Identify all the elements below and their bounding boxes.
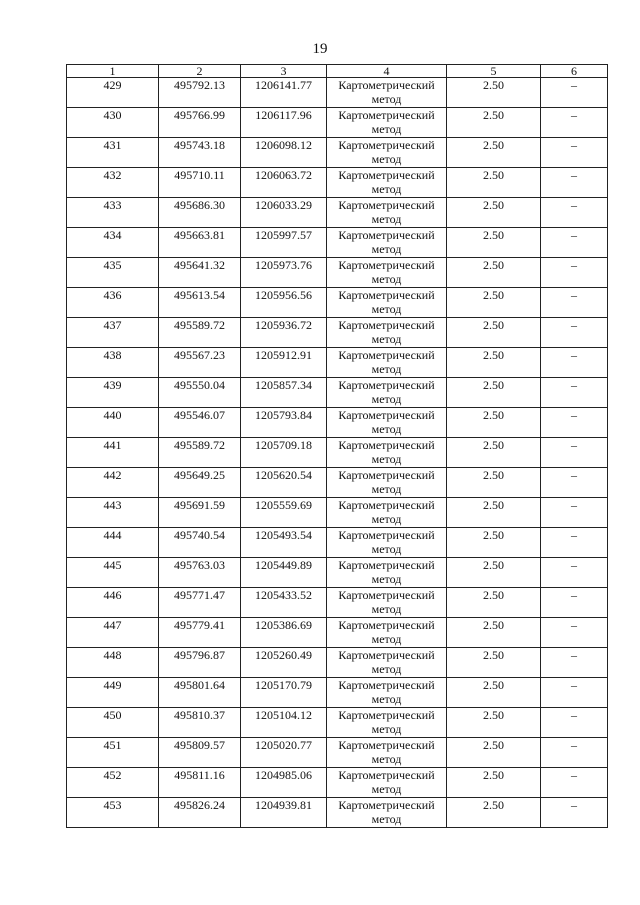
description-cell: –	[541, 228, 608, 258]
table-header	[67, 65, 608, 78]
y-coordinate-cell: 1205620.54	[241, 468, 327, 498]
method-cell	[327, 798, 447, 828]
table-row	[67, 108, 608, 138]
x-coordinate-cell: 495663.81	[159, 228, 241, 258]
point-number-cell: 451	[67, 738, 159, 768]
description-cell: –	[541, 138, 608, 168]
method-cell	[327, 618, 447, 648]
x-coordinate-cell: 495771.47	[159, 588, 241, 618]
accuracy-cell: 2.50	[447, 438, 541, 468]
table-row	[67, 678, 608, 708]
y-coordinate-cell: 1205170.79	[241, 678, 327, 708]
method-text-line-2: метод	[371, 722, 402, 736]
description-cell: –	[541, 768, 608, 798]
point-number-cell: 452	[67, 768, 159, 798]
method-text-line-1: Картометрический	[338, 318, 435, 332]
method-cell	[327, 348, 447, 378]
description-cell: –	[541, 318, 608, 348]
y-coordinate-cell: 1205973.76	[241, 258, 327, 288]
y-coordinate-cell: 1205956.56	[241, 288, 327, 318]
y-coordinate-cell: 1205559.69	[241, 498, 327, 528]
accuracy-cell: 2.50	[447, 108, 541, 138]
table-row	[67, 618, 608, 648]
description-cell: –	[541, 498, 608, 528]
table-row	[67, 768, 608, 798]
x-coordinate-cell: 495796.87	[159, 648, 241, 678]
accuracy-cell: 2.50	[447, 228, 541, 258]
table-row	[67, 498, 608, 528]
method-text-line-1: Картометрический	[338, 768, 435, 782]
y-coordinate-cell: 1205433.52	[241, 588, 327, 618]
x-coordinate-cell: 495740.54	[159, 528, 241, 558]
method-text-line-1: Картометрический	[338, 78, 435, 92]
point-number-cell: 437	[67, 318, 159, 348]
y-coordinate-cell: 1205260.49	[241, 648, 327, 678]
description-cell: –	[541, 198, 608, 228]
method-cell	[327, 108, 447, 138]
method-cell	[327, 408, 447, 438]
method-text-line-2: метод	[371, 182, 402, 196]
x-coordinate-cell: 495766.99	[159, 108, 241, 138]
accuracy-cell: 2.50	[447, 348, 541, 378]
method-text-line-1: Картометрический	[338, 528, 435, 542]
accuracy-cell: 2.50	[447, 468, 541, 498]
method-cell	[327, 288, 447, 318]
description-cell: –	[541, 468, 608, 498]
table-row	[67, 588, 608, 618]
x-coordinate-cell: 495691.59	[159, 498, 241, 528]
y-coordinate-cell: 1205709.18	[241, 438, 327, 468]
method-cell	[327, 168, 447, 198]
y-coordinate-cell: 1205997.57	[241, 228, 327, 258]
table-row	[67, 288, 608, 318]
method-text-line-1: Картометрический	[338, 738, 435, 752]
description-cell: –	[541, 378, 608, 408]
accuracy-cell: 2.50	[447, 78, 541, 108]
y-coordinate-cell: 1205386.69	[241, 618, 327, 648]
table-row	[67, 738, 608, 768]
x-coordinate-cell: 495613.54	[159, 288, 241, 318]
table-row	[67, 138, 608, 168]
x-coordinate-cell: 495809.57	[159, 738, 241, 768]
point-number-cell: 448	[67, 648, 159, 678]
method-text-line-1: Картометрический	[338, 258, 435, 272]
method-cell	[327, 498, 447, 528]
x-coordinate-cell: 495810.37	[159, 708, 241, 738]
method-text-line-2: метод	[371, 242, 402, 256]
coordinates-table	[66, 64, 608, 828]
method-text-line-2: метод	[371, 692, 402, 706]
x-coordinate-cell: 495763.03	[159, 558, 241, 588]
method-text-line-2: метод	[371, 362, 402, 376]
accuracy-cell: 2.50	[447, 708, 541, 738]
method-cell	[327, 768, 447, 798]
table-row	[67, 648, 608, 678]
method-text-line-2: метод	[371, 392, 402, 406]
method-text-line-1: Картометрический	[338, 348, 435, 362]
point-number-cell: 446	[67, 588, 159, 618]
table-row	[67, 408, 608, 438]
description-cell: –	[541, 528, 608, 558]
x-coordinate-cell: 495686.30	[159, 198, 241, 228]
method-cell	[327, 138, 447, 168]
method-text-line-2: метод	[371, 332, 402, 346]
x-coordinate-cell: 495649.25	[159, 468, 241, 498]
method-text-line-1: Картометрический	[338, 678, 435, 692]
table-row	[67, 228, 608, 258]
description-cell: –	[541, 288, 608, 318]
method-text-line-1: Картометрический	[338, 558, 435, 572]
x-coordinate-cell: 495589.72	[159, 318, 241, 348]
method-cell	[327, 228, 447, 258]
method-cell	[327, 678, 447, 708]
table-row	[67, 438, 608, 468]
method-text-line-1: Картометрический	[338, 708, 435, 722]
accuracy-cell: 2.50	[447, 768, 541, 798]
method-text-line-1: Картометрический	[338, 798, 435, 812]
method-text-line-2: метод	[371, 602, 402, 616]
point-number-cell: 430	[67, 108, 159, 138]
method-cell	[327, 528, 447, 558]
x-coordinate-cell: 495792.13	[159, 78, 241, 108]
accuracy-cell: 2.50	[447, 528, 541, 558]
method-text-line-2: метод	[371, 662, 402, 676]
y-coordinate-cell: 1205020.77	[241, 738, 327, 768]
accuracy-cell: 2.50	[447, 288, 541, 318]
y-coordinate-cell: 1205912.91	[241, 348, 327, 378]
point-number-cell: 435	[67, 258, 159, 288]
method-text-line-2: метод	[371, 302, 402, 316]
description-cell: –	[541, 738, 608, 768]
method-text-line-1: Картометрический	[338, 438, 435, 452]
x-coordinate-cell: 495550.04	[159, 378, 241, 408]
table-row	[67, 258, 608, 288]
accuracy-cell: 2.50	[447, 648, 541, 678]
method-cell	[327, 648, 447, 678]
description-cell: –	[541, 168, 608, 198]
method-text-line-2: метод	[371, 452, 402, 466]
description-cell: –	[541, 558, 608, 588]
x-coordinate-cell: 495811.16	[159, 768, 241, 798]
accuracy-cell: 2.50	[447, 138, 541, 168]
method-cell	[327, 318, 447, 348]
accuracy-cell: 2.50	[447, 378, 541, 408]
method-cell	[327, 438, 447, 468]
method-text-line-2: метод	[371, 572, 402, 586]
method-text-line-1: Картометрический	[338, 288, 435, 302]
header-cell-method: 4	[327, 65, 447, 78]
method-text-line-1: Картометрический	[338, 108, 435, 122]
description-cell: –	[541, 618, 608, 648]
x-coordinate-cell: 495589.72	[159, 438, 241, 468]
method-text-line-1: Картометрический	[338, 618, 435, 632]
method-text-line-1: Картометрический	[338, 168, 435, 182]
point-number-cell: 434	[67, 228, 159, 258]
point-number-cell: 449	[67, 678, 159, 708]
table-row	[67, 378, 608, 408]
table-body	[67, 78, 608, 828]
method-text-line-1: Картометрический	[338, 138, 435, 152]
y-coordinate-cell: 1205493.54	[241, 528, 327, 558]
accuracy-cell: 2.50	[447, 738, 541, 768]
point-number-cell: 432	[67, 168, 159, 198]
table-row	[67, 78, 608, 108]
method-text-line-2: метод	[371, 542, 402, 556]
method-text-line-1: Картометрический	[338, 588, 435, 602]
point-number-cell: 450	[67, 708, 159, 738]
method-text-line-1: Картометрический	[338, 648, 435, 662]
method-cell	[327, 258, 447, 288]
header-cell-x: 2	[159, 65, 241, 78]
method-cell	[327, 588, 447, 618]
method-cell	[327, 558, 447, 588]
description-cell: –	[541, 708, 608, 738]
accuracy-cell: 2.50	[447, 558, 541, 588]
method-cell	[327, 198, 447, 228]
point-number-cell: 429	[67, 78, 159, 108]
point-number-cell: 443	[67, 498, 159, 528]
header-cell-accuracy: 5	[447, 65, 541, 78]
y-coordinate-cell: 1205449.89	[241, 558, 327, 588]
x-coordinate-cell: 495779.41	[159, 618, 241, 648]
accuracy-cell: 2.50	[447, 498, 541, 528]
x-coordinate-cell: 495567.23	[159, 348, 241, 378]
method-cell	[327, 468, 447, 498]
accuracy-cell: 2.50	[447, 198, 541, 228]
description-cell: –	[541, 678, 608, 708]
x-coordinate-cell: 495710.11	[159, 168, 241, 198]
method-text-line-2: метод	[371, 752, 402, 766]
table-row	[67, 468, 608, 498]
page-number: 19	[312, 41, 328, 57]
method-text-line-2: метод	[371, 122, 402, 136]
header-cell-y: 3	[241, 65, 327, 78]
point-number-cell: 444	[67, 528, 159, 558]
point-number-cell: 442	[67, 468, 159, 498]
description-cell: –	[541, 798, 608, 828]
method-text-line-2: метод	[371, 632, 402, 646]
method-text-line-2: метод	[371, 212, 402, 226]
description-cell: –	[541, 438, 608, 468]
method-text-line-1: Картометрический	[338, 468, 435, 482]
accuracy-cell: 2.50	[447, 168, 541, 198]
point-number-cell: 453	[67, 798, 159, 828]
x-coordinate-cell: 495743.18	[159, 138, 241, 168]
point-number-cell: 439	[67, 378, 159, 408]
x-coordinate-cell: 495546.07	[159, 408, 241, 438]
y-coordinate-cell: 1205857.34	[241, 378, 327, 408]
accuracy-cell: 2.50	[447, 318, 541, 348]
method-text-line-2: метод	[371, 272, 402, 286]
method-text-line-2: метод	[371, 422, 402, 436]
table-row	[67, 708, 608, 738]
description-cell: –	[541, 588, 608, 618]
table-row	[67, 318, 608, 348]
method-text-line-2: метод	[371, 92, 402, 106]
point-number-cell: 445	[67, 558, 159, 588]
accuracy-cell: 2.50	[447, 798, 541, 828]
method-text-line-2: метод	[371, 512, 402, 526]
table-row	[67, 348, 608, 378]
y-coordinate-cell: 1206033.29	[241, 198, 327, 228]
header-cell-description: 6	[541, 65, 608, 78]
description-cell: –	[541, 108, 608, 138]
description-cell: –	[541, 78, 608, 108]
table-row	[67, 198, 608, 228]
table-row	[67, 528, 608, 558]
y-coordinate-cell: 1205793.84	[241, 408, 327, 438]
table-row	[67, 558, 608, 588]
table-row	[67, 798, 608, 828]
x-coordinate-cell: 495801.64	[159, 678, 241, 708]
point-number-cell: 440	[67, 408, 159, 438]
description-cell: –	[541, 258, 608, 288]
method-text-line-1: Картометрический	[338, 408, 435, 422]
accuracy-cell: 2.50	[447, 678, 541, 708]
method-text-line-1: Картометрический	[338, 498, 435, 512]
accuracy-cell: 2.50	[447, 408, 541, 438]
method-cell	[327, 738, 447, 768]
point-number-cell: 438	[67, 348, 159, 378]
point-number-cell: 433	[67, 198, 159, 228]
method-text-line-2: метод	[371, 812, 402, 826]
y-coordinate-cell: 1204985.06	[241, 768, 327, 798]
method-text-line-2: метод	[371, 152, 402, 166]
method-cell	[327, 708, 447, 738]
accuracy-cell: 2.50	[447, 618, 541, 648]
y-coordinate-cell: 1206141.77	[241, 78, 327, 108]
y-coordinate-cell: 1206098.12	[241, 138, 327, 168]
point-number-cell: 441	[67, 438, 159, 468]
header-cell-point-number: 1	[67, 65, 159, 78]
accuracy-cell: 2.50	[447, 588, 541, 618]
method-cell	[327, 378, 447, 408]
method-cell	[327, 78, 447, 108]
accuracy-cell: 2.50	[447, 258, 541, 288]
method-text-line-1: Картометрический	[338, 228, 435, 242]
point-number-cell: 436	[67, 288, 159, 318]
point-number-cell: 431	[67, 138, 159, 168]
method-text-line-1: Картометрический	[338, 378, 435, 392]
description-cell: –	[541, 348, 608, 378]
method-text-line-2: метод	[371, 482, 402, 496]
y-coordinate-cell: 1205936.72	[241, 318, 327, 348]
method-text-line-2: метод	[371, 782, 402, 796]
description-cell: –	[541, 648, 608, 678]
x-coordinate-cell: 495641.32	[159, 258, 241, 288]
method-text-line-1: Картометрический	[338, 198, 435, 212]
table-row	[67, 168, 608, 198]
y-coordinate-cell: 1205104.12	[241, 708, 327, 738]
point-number-cell: 447	[67, 618, 159, 648]
y-coordinate-cell: 1204939.81	[241, 798, 327, 828]
y-coordinate-cell: 1206117.96	[241, 108, 327, 138]
header-row	[67, 65, 608, 78]
x-coordinate-cell: 495826.24	[159, 798, 241, 828]
y-coordinate-cell: 1206063.72	[241, 168, 327, 198]
description-cell: –	[541, 408, 608, 438]
